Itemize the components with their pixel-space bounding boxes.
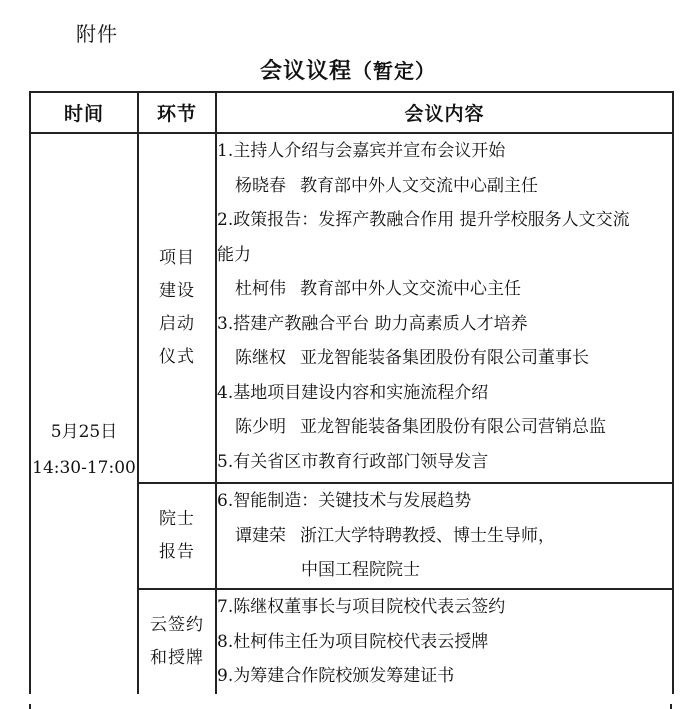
table-row <box>30 133 673 483</box>
agenda-item-title: 1.主持人介绍与会嘉宾并宣布会议开始 <box>217 141 506 161</box>
agenda-item-title: 5.有关省区市教育行政部门领导发言 <box>217 451 489 472</box>
segment-label-line: 建设 <box>159 281 195 301</box>
segment-cell <box>138 589 216 694</box>
speaker-role: 教育部中外人文交流中心主任 <box>300 279 521 299</box>
header-content: 会议内容 <box>216 92 673 133</box>
content-cell <box>216 589 673 694</box>
agenda-item-title: 8.杜柯伟主任为项目院校代表云授牌 <box>217 631 489 652</box>
segment-label-line: 云签约 <box>150 614 204 635</box>
agenda-item-speaker-line <box>217 341 672 376</box>
agenda-item-speaker-line <box>217 519 672 554</box>
speaker-name: 杜柯伟 <box>235 279 286 299</box>
segment-cell <box>138 133 216 483</box>
agenda-table <box>29 91 674 694</box>
session-date: 5月25日 <box>50 421 118 442</box>
agenda-item-title: 3.搭建产教融合平台 助力高素质人才培养 <box>217 313 528 334</box>
segment-label-line: 院士 <box>159 509 195 529</box>
table-header-row <box>30 92 673 133</box>
agenda-item-speaker-line <box>217 272 672 307</box>
speaker-name: 谭建荣 <box>235 525 286 546</box>
segment-label-line: 和授牌 <box>150 647 204 668</box>
content-cell <box>216 133 673 483</box>
agenda-item-title: 6.智能制造：关键技术与发展趋势 <box>217 491 472 511</box>
session-time-range: 14:30-17:00 <box>32 457 136 478</box>
speaker-name: 杨晓春 <box>235 175 286 196</box>
speaker-role: 亚龙智能装备集团股份有限公司董事长 <box>300 348 589 368</box>
agenda-item-title: 4.基地项目建设内容和实施流程介绍 <box>217 382 489 403</box>
content-cell <box>216 483 673 589</box>
speaker-role: 亚龙智能装备集团股份有限公司营销总监 <box>300 417 606 437</box>
agenda-item-speaker-line <box>217 410 672 445</box>
page-title <box>0 54 696 85</box>
time-cell <box>30 133 138 694</box>
segment-cell <box>138 483 216 589</box>
title-paren: （暂定） <box>352 59 436 83</box>
speaker-name: 陈继权 <box>235 348 286 368</box>
segment-label-line: 仪式 <box>159 347 195 367</box>
speaker-role-cont: 中国工程院院士 <box>301 560 420 580</box>
header-segment: 环节 <box>138 92 216 133</box>
agenda-item-title: 2.政策报告：发挥产教融合作用 提升学校服务人文交流 <box>217 210 630 230</box>
segment-label-line: 启动 <box>159 314 195 334</box>
agenda-item-title-cont: 能力 <box>217 244 251 265</box>
segment-label-line: 报告 <box>159 542 195 562</box>
title-main: 会议议程 <box>259 58 352 84</box>
agenda-item-title: 9.为筹建合作院校颁发筹建证书 <box>217 666 455 686</box>
segment-label-line: 项目 <box>159 248 195 268</box>
speaker-name: 陈少明 <box>235 417 286 437</box>
header-time: 时间 <box>30 92 138 133</box>
agenda-item-title: 7.陈继权董事长与项目院校代表云签约 <box>217 597 506 617</box>
table-continuation <box>29 704 672 709</box>
speaker-role: 浙江大学特聘教授、博士生导师， <box>300 525 555 546</box>
speaker-role: 教育部中外人文交流中心副主任 <box>300 175 538 196</box>
attachment-label: 附件 <box>76 22 118 46</box>
agenda-item-speaker-line <box>217 169 672 204</box>
